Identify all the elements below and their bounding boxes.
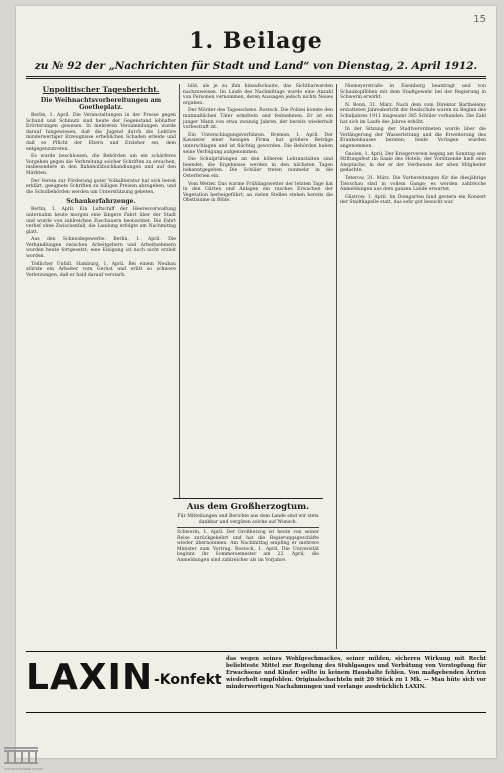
ad-description: das wegen seines Wohlgeschmackes, seiner milden, sicheren Wirkung mit Recht beliebteste Mittel zur Regelung des Stuhlganges und Verhütung von Verstopfung für Erwachsene und Kinder sollte in keinem Haushalte fehlen. Von maßgebenden Ärzten wiederholt empfohlen. Originalschachteln mit 20 Stück zu 1 Mk. — Man hüte sich vor minderwertigen Nachahmungen und verlange ausdrücklich LAXIN. bbox=[226, 656, 486, 690]
article-subheading: Schaukerfahrzeuge. bbox=[66, 198, 136, 206]
column-2 bbox=[183, 84, 333, 494]
column-divider bbox=[336, 84, 337, 649]
article-paragraph: Tödlicher Unfall. Hamburg, 1. April. Bei einem Neubau stürzte ein Arbeiter vom Gerüst und erlitt so schwere Verletzungen, daß er bald darauf verstarb. bbox=[26, 261, 176, 278]
box-divider bbox=[177, 527, 319, 528]
article-paragraph: Gnoien, 1. April. Der Kriegerverein beging am Sonntag sein Stiftungsfest im Saale des Hotels; der Vorsitzende hielt eine Ansprache, in der er der Verdienste der alten Mitglieder gedachte. bbox=[340, 151, 486, 174]
ad-product: -Konfekt bbox=[154, 672, 222, 688]
article-paragraph: Es wurde beschlossen, die Behörden um ein schärferes Vorgehen gegen die Verbreitung solcher Schriften zu ersuchen, insbesondere in den Bahnhofsbuchhandlungen und auf den Märkten. bbox=[26, 154, 176, 176]
newspaper-page bbox=[16, 6, 496, 758]
box-title: Aus dem Großherzogtum. bbox=[186, 502, 310, 512]
regional-news-box bbox=[173, 498, 323, 649]
article-subheading: Die Weihnachtsvorbereitungen am Goetheplatz. bbox=[40, 97, 162, 111]
masthead-rule-thin bbox=[26, 78, 486, 79]
article-paragraph: Der Verein zur Förderung guter Volksliteratur hat sich bereit erklärt, geeignete Schriften zu billigen Preisen abzugeben, und die Schulbehörden werden um Unterstützung gebeten. bbox=[26, 178, 176, 195]
article-paragraph: Güstrow, 1. April. Im Domgarten fand gestern ein Konzert der Stadtkapelle statt, das sehr gut besucht war. bbox=[340, 194, 486, 206]
article-paragraph: Teterow, 31. März. Die Vorbereitungen für die diesjährige Tierschau sind in vollem Gange; es werden zahlreiche Anmeldungen aus dem ganzen Lande erwartet. bbox=[340, 175, 486, 193]
page-number: 15 bbox=[473, 14, 486, 25]
supplement-title: 1. Beilage bbox=[189, 28, 323, 54]
section-heading: Unpolitischer Tagesbericht. bbox=[42, 85, 160, 94]
article-paragraph: Berlin, 1. April. Die Veranstaltungen in der Presse gegen Schund und Schmutz sind heute der Gegenstand lebhafter Erörterungen gewesen. In mehreren Versammlungen wurde darauf hingewiesen, daß die Jugend durch die Lektüre minderwertiger Erzeugnisse erheblichen Schaden erleide und daß es Pflicht der Eltern und Erzieher sei, dem entgegenzutreten. bbox=[26, 113, 176, 152]
supplement-subtitle: zu № 92 der „Nachrichten für Stadt und Land“ von Dienstag, 2. April 1912. bbox=[34, 60, 478, 72]
article-paragraph: Vom Wetter. Das warme Frühlingswetter der letzten Tage hat in den Gärten und Anlagen ein rasches Erwachen der Vegetation herbeigeführt; an vielen Stellen stehen bereits die Obstbäume in Blüte. bbox=[183, 181, 333, 204]
column-3 bbox=[340, 84, 486, 649]
article-paragraph: bild, als je zu ihm hinaufschaute, das Sichtbarwerden nachzuweisen. Im Laufe des Nachmittags wurde eine Anzahl von Personen vernommen, deren Aussagen jedoch nichts Neues ergaben. bbox=[183, 84, 333, 106]
box-body: Schwerin, 1. April. Der Großherzog ist heute von seiner Reise zurückgekehrt und hat die Regierungsgeschäfte wieder übernommen. Am Nachmittag empfing er mehrere Minister zum Vortrag. Rostock, 1. April. Die Universität beginnt ihr Sommersemester am 22. April; die Anmeldungen sind zahlreicher als im Vorjahre. bbox=[177, 530, 319, 563]
article-paragraph: In der Sitzung der Stadtverordneten wurde über die Verlängerung der Wasserleitung und die Erweiterung des Krankenhauses beraten; beide Vorlagen wurden angenommen. bbox=[340, 127, 486, 149]
box-intro: Für Mitteilungen und Berichte aus dem Lande sind wir stets dankbar und vergüten solche auf Wunsch. bbox=[177, 514, 319, 525]
article-paragraph: Ein Unterschlagungsverfahren. Bremen, 1. April. Der Kassierer einer hiesigen Firma hat größere Beträge unterschlagen und ist flüchtig geworden. Die Behörden haben seine Verfolgung aufgenommen. bbox=[183, 132, 333, 155]
masthead bbox=[16, 28, 496, 72]
article-paragraph: N. Bonn, 31. März. Nach dem vom Direktor Barthelemy erstatteten Jahresbericht der Realschule waren zu Beginn des Schuljahres 1911 insgesamt 385 Schüler vorhanden. Die Zahl hat sich im Laufe des Jahres erhöht. bbox=[340, 102, 486, 125]
article-paragraph: Niemeyerstraße in Eisenburg beantragt und von Schaukopflöhen mit dem Stadtgewehr bei der Regierung in Schwerin erwirkt. bbox=[340, 84, 486, 101]
column-1 bbox=[26, 84, 176, 649]
masthead-rule bbox=[26, 76, 486, 77]
article-paragraph: Der Mörder des Tagesschens. Rostock. Die Polizei konnte den mutmaßlichen Täter ermitteln und festnehmen. Er ist ein junger Mann von etwa zwanzig Jahren, der bereits wiederholt vorbestraft ist. bbox=[183, 108, 333, 131]
logo-text: UNIVERSITÄTSBIBLIOTHEK bbox=[4, 767, 44, 771]
article-paragraph: Berlin, 1. April. Ein Luftschiff der Heeresverwaltung unternahm heute morgen eine längere Fahrt über der Stadt und wurde von zahlreichen Zuschauern beobachtet. Die Fahrt verlief ohne Zwischenfall, die Landung erfolgte am Nachmittag glatt. bbox=[26, 207, 176, 235]
ad-brand: LAXIN bbox=[26, 657, 154, 698]
article-paragraph: Aus den Schneidegewerbe. Berlin, 1. April. Die Verhandlungen zwischen Arbeitgebern und Arbeitnehmern wurden heute fortgesetzt; eine Einigung ist noch nicht erzielt worden. bbox=[26, 237, 176, 260]
article-paragraph: Die Schulprüfungen an den höheren Lehranstalten sind beendet; die Ergebnisse werden in den nächsten Tagen bekanntgegeben. Die Schüler treten nunmehr in die Osterferien ein. bbox=[183, 157, 333, 179]
advertisement bbox=[26, 654, 486, 710]
advertisement-rule bbox=[26, 651, 486, 652]
advertisement-bottom-rule bbox=[26, 712, 486, 713]
library-logo-icon bbox=[4, 747, 44, 771]
